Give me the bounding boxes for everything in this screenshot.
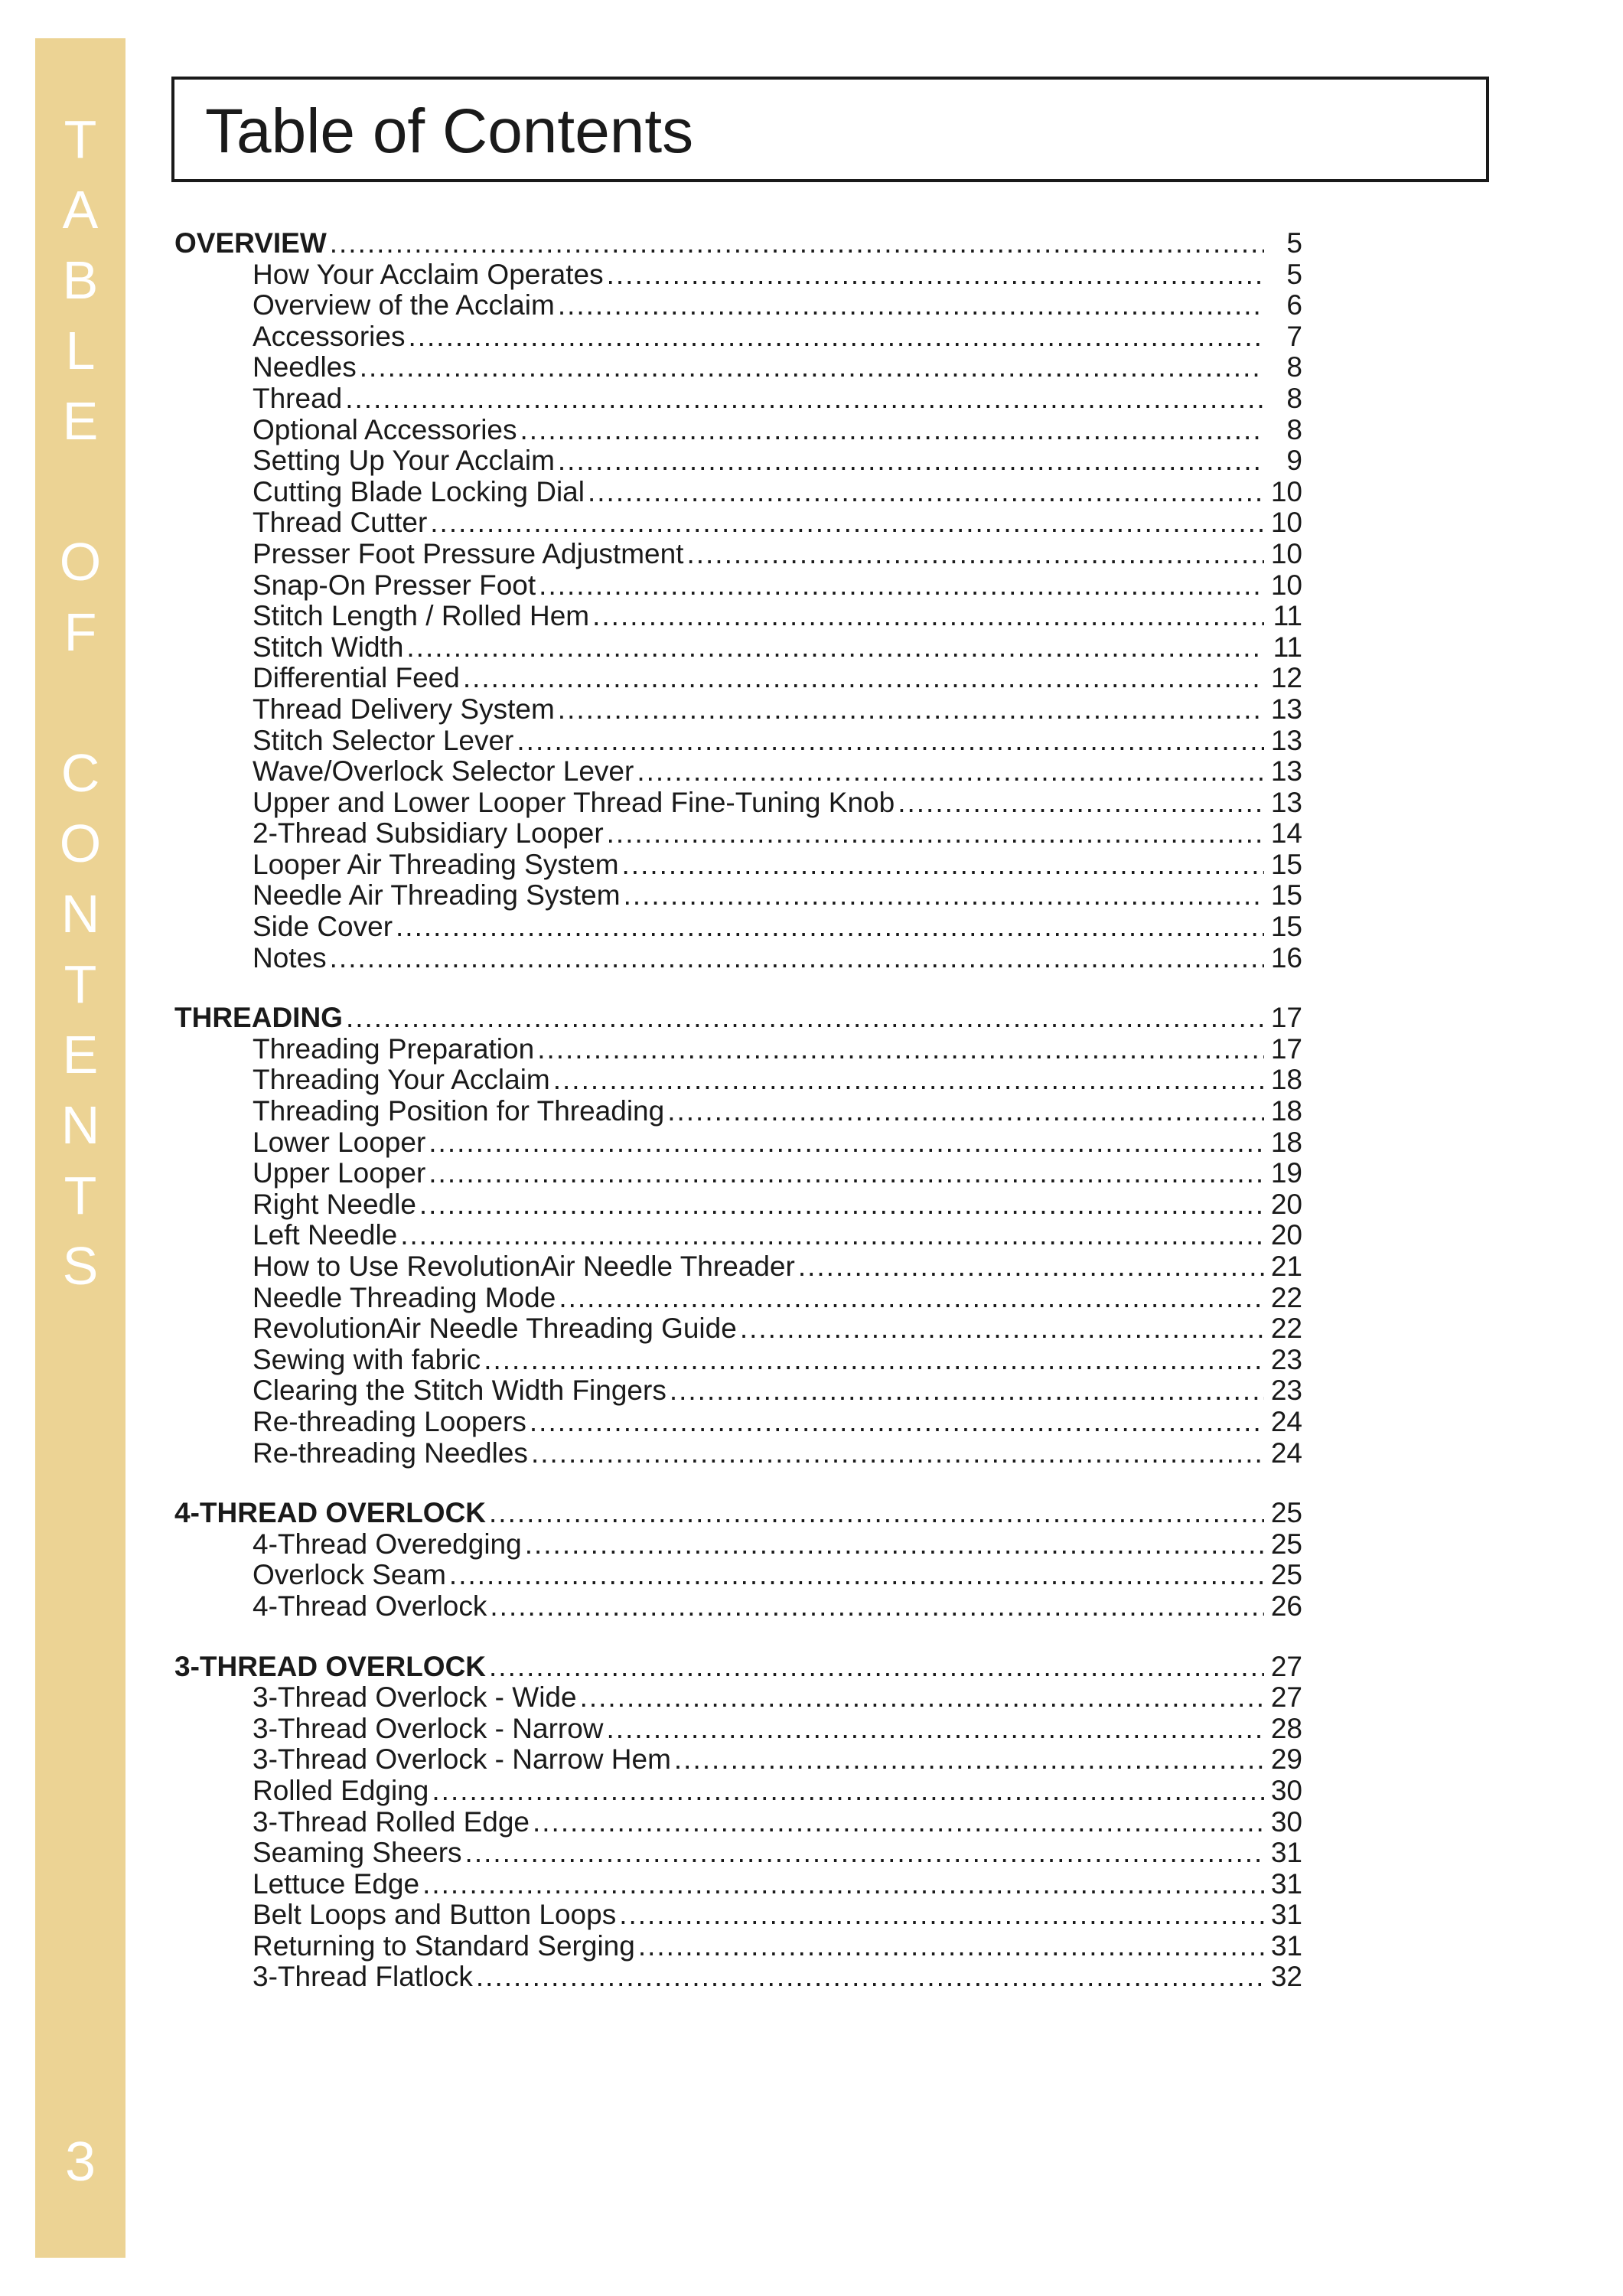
page-number-ref: 31 [1270,1868,1302,1900]
side-tab-letter: C [60,743,100,803]
dot-leader [449,1560,1264,1591]
page-number-ref: 8 [1286,383,1302,414]
dot-leader [400,1220,1264,1251]
toc-section [174,1652,1302,1994]
page-number-ref: 24 [1270,1437,1302,1469]
dot-leader [638,1931,1264,1962]
page-number-ref: 26 [1270,1590,1302,1622]
entry-title: Wave/Overlock Selector Lever [253,756,634,788]
page-number-ref: 17 [1270,1003,1302,1034]
toc-entry[interactable] [174,1283,1302,1314]
dot-leader [520,415,1264,446]
entry-title: Thread Cutter [253,507,428,539]
page-number-ref: 31 [1270,1838,1302,1869]
entry-title: Upper Looper [253,1158,426,1189]
dot-leader [330,228,1264,259]
dot-leader [360,352,1264,383]
entry-title: How Your Acclaim Operates [253,259,604,290]
entry-title: Right Needle [253,1189,416,1220]
page-number-ref: 30 [1270,1775,1302,1806]
toc-entry[interactable] [174,880,1302,912]
entry-title: 3-Thread Rolled Edge [253,1806,530,1838]
entry-title: Cutting Blade Locking Dial [253,476,585,507]
page-number-ref: 12 [1270,663,1302,694]
page-number-ref: 20 [1270,1189,1302,1220]
side-tab-spacer [35,667,125,738]
page-number-ref: 21 [1270,1251,1302,1282]
dot-leader [422,1869,1264,1900]
dot-leader [525,1529,1264,1561]
dot-leader [429,1127,1264,1159]
toc-entry[interactable] [174,818,1302,850]
toc-entry[interactable] [174,1838,1302,1869]
section-title: 4-THREAD OVERLOCK [174,1498,487,1529]
toc-entry[interactable] [174,1807,1302,1838]
page-number-ref: 11 [1273,631,1302,663]
toc-entry[interactable] [174,694,1302,726]
dot-leader [539,570,1264,602]
dot-leader [530,1407,1264,1438]
toc-entry[interactable] [174,1313,1302,1345]
dot-leader [517,726,1264,757]
page-number-ref: 5 [1286,259,1302,290]
page-number-ref: 25 [1270,1560,1302,1591]
page-number-ref: 28 [1270,1713,1302,1744]
page-number-ref: 25 [1270,1528,1302,1560]
toc-entry[interactable] [174,1375,1302,1407]
toc-entry[interactable] [174,912,1302,943]
entry-title: Left Needle [253,1220,398,1251]
page-number-ref: 13 [1270,725,1302,756]
dot-leader [489,1498,1264,1529]
page-number-ref: 7 [1286,321,1302,352]
entry-title: Overlock Seam [253,1560,446,1591]
entry-title: Needle Threading Mode [253,1282,556,1313]
page-number-ref: 31 [1270,1900,1302,1931]
page-number-ref: 25 [1270,1498,1302,1529]
side-tab-letter: L [65,321,96,380]
entry-title: Stitch Selector Lever [253,725,514,756]
dot-leader [533,1807,1264,1838]
entry-title: Looper Air Threading System [253,849,619,880]
page-number-ref: 14 [1270,818,1302,850]
toc-entry[interactable] [174,1220,1302,1251]
dot-leader [580,1682,1264,1714]
toc-entry[interactable] [174,352,1302,383]
entry-title: 4-Thread Overedging [253,1528,522,1560]
side-tab-letter: F [64,602,97,662]
page-number-ref: 23 [1270,1344,1302,1375]
dot-leader [607,818,1264,850]
page-number-ref: 20 [1270,1220,1302,1251]
entry-title: Clearing the Stitch Width Fingers [253,1375,666,1407]
side-tab-letter: N [60,884,100,944]
dot-leader [330,943,1264,974]
dot-leader [607,1714,1264,1745]
title-box [171,77,1489,182]
dot-leader [667,1096,1264,1127]
page-number-ref: 10 [1270,569,1302,601]
toc-entry[interactable] [174,601,1302,632]
dot-leader [637,756,1264,788]
dot-leader [476,1962,1264,1993]
toc-entry[interactable] [174,1407,1302,1438]
entry-title: Accessories [253,321,406,352]
side-tab-letter: E [62,391,99,451]
toc-entry[interactable] [174,1251,1302,1283]
dot-leader [408,321,1264,353]
side-tab-spacer [35,456,125,527]
entry-title: 3-Thread Overlock - Narrow Hem [253,1744,671,1776]
dot-leader [465,1838,1264,1869]
entry-title: Returning to Standard Serging [253,1930,635,1962]
page-number-ref: 22 [1270,1282,1302,1313]
page-number-ref: 24 [1270,1406,1302,1437]
toc-section-heading[interactable] [174,228,1302,259]
page-number-ref: 15 [1270,849,1302,880]
dot-leader [622,850,1264,881]
page-title: Table of Contents [205,96,694,166]
entry-title: Differential Feed [253,663,460,694]
toc-entry[interactable] [174,1127,1302,1159]
dot-leader [346,1003,1264,1034]
entry-title: Notes [253,942,327,974]
entry-title: Thread Delivery System [253,693,555,725]
toc-entry[interactable] [174,788,1302,819]
dot-leader [537,1034,1264,1065]
toc-entry[interactable] [174,477,1302,508]
dot-leader [406,632,1264,664]
page-number: 3 [64,2131,96,2193]
toc-entry[interactable] [174,1900,1302,1931]
entry-title: Snap-On Presser Foot [253,569,536,601]
entry-title: Setting Up Your Acclaim [253,445,555,477]
dot-leader [430,507,1264,539]
entry-title: Thread [253,383,343,414]
page-number-ref: 8 [1286,414,1302,445]
entry-title: Re-threading Needles [253,1437,528,1469]
toc-entry[interactable] [174,1776,1302,1807]
dot-leader [607,259,1264,291]
entry-title: 3-Thread Flatlock [253,1962,473,1993]
dot-leader [798,1251,1264,1283]
toc-entry[interactable] [174,1529,1302,1561]
entry-title: Stitch Width [253,631,404,663]
entry-title: Needles [253,352,357,383]
page-number-ref: 5 [1286,228,1302,259]
dot-leader [670,1375,1264,1407]
entry-title: Needle Air Threading System [253,880,621,912]
side-tab-letter: T [64,1166,97,1225]
side-tab-letter: O [59,814,102,873]
entry-title: 2-Thread Subsidiary Looper [253,818,604,850]
entry-title: How to Use RevolutionAir Needle Threader [253,1251,795,1282]
side-tab-letter: O [59,532,102,592]
toc-section-heading[interactable] [174,1652,1302,1683]
toc-entry[interactable] [174,850,1302,881]
toc-entry[interactable] [174,383,1302,415]
toc-entry[interactable] [174,1962,1302,1993]
toc-entry[interactable] [174,756,1302,788]
entry-title: Lower Looper [253,1127,426,1158]
page-number-ref: 18 [1270,1065,1302,1096]
page-number-ref: 10 [1270,507,1302,539]
entry-title: Belt Loops and Button Loops [253,1900,617,1931]
dot-leader [553,1065,1264,1096]
page-number-ref: 16 [1270,942,1302,974]
page-number-ref: 29 [1270,1744,1302,1776]
entry-title: Re-threading Loopers [253,1406,526,1437]
entry-title: 3-Thread Overlock - Wide [253,1682,577,1714]
toc-entry[interactable] [174,259,1302,291]
page-number-ref: 13 [1270,693,1302,725]
toc-entry[interactable] [174,1682,1302,1714]
entry-title: Presser Foot Pressure Adjustment [253,538,684,569]
entry-title: 4-Thread Overlock [253,1590,487,1622]
side-tab-letter: S [62,1236,99,1296]
side-tab-letter: T [64,954,97,1014]
page-number-ref: 27 [1270,1651,1302,1682]
dot-leader [624,880,1264,912]
page-number-ref: 6 [1286,290,1302,321]
toc-entry[interactable] [174,1065,1302,1096]
toc-entry[interactable] [174,1034,1302,1065]
toc-entry[interactable] [174,415,1302,446]
section-title: THREADING [174,1003,343,1034]
page-number-ref: 27 [1270,1682,1302,1714]
page-number-ref: 13 [1270,787,1302,818]
toc-entry[interactable] [174,507,1302,539]
page-number-ref: 18 [1270,1096,1302,1127]
page-number-ref: 10 [1270,538,1302,569]
dot-leader [686,539,1264,570]
dot-leader [396,912,1264,943]
toc-entry[interactable] [174,726,1302,757]
toc-section [174,1498,1302,1622]
page-number-ref: 18 [1270,1127,1302,1158]
page-number-ref: 15 [1270,880,1302,912]
toc-entry[interactable] [174,943,1302,974]
entry-title: Overview of the Acclaim [253,290,555,321]
page-number-ref: 17 [1270,1033,1302,1065]
entry-title: Rolled Edging [253,1775,429,1806]
section-title: 3-THREAD OVERLOCK [174,1651,487,1682]
toc-entry[interactable] [174,663,1302,694]
entry-title: Upper and Lower Looper Thread Fine-Tuning Knob [253,787,895,818]
dot-leader [592,601,1264,632]
section-title: OVERVIEW [174,228,327,259]
side-tab-letter: A [62,180,99,240]
dot-leader [490,1591,1264,1623]
toc-entry[interactable] [174,539,1302,570]
page-number-ref: 9 [1286,445,1302,477]
dot-leader [432,1776,1264,1807]
page-number-ref: 19 [1270,1158,1302,1189]
toc-entry[interactable] [174,290,1302,321]
toc-section-heading[interactable] [174,1498,1302,1529]
dot-leader [489,1652,1264,1683]
entry-title: Stitch Length / Rolled Hem [253,601,590,632]
page-number-ref: 8 [1286,352,1302,383]
dot-leader [588,477,1264,508]
entry-title: Threading Preparation [253,1033,535,1065]
entry-title: Optional Accessories [253,414,517,445]
dot-leader [559,1283,1264,1314]
toc-entry[interactable] [174,1869,1302,1900]
page-number-ref: 15 [1270,912,1302,943]
page-number-ref: 31 [1270,1930,1302,1962]
toc-entry[interactable] [174,1096,1302,1127]
side-tab-letter: B [62,250,99,310]
side-tab-letter: N [60,1095,100,1155]
toc-entry[interactable] [174,445,1302,477]
toc-entry[interactable] [174,1744,1302,1776]
page-number-ref: 13 [1270,756,1302,788]
table-of-contents [174,228,1302,2022]
dot-leader [898,788,1264,819]
toc-entry[interactable] [174,1931,1302,1962]
entry-title: Threading Your Acclaim [253,1065,550,1096]
toc-entry[interactable] [174,1714,1302,1745]
page-number-ref: 22 [1270,1313,1302,1345]
entry-title: Lettuce Edge [253,1868,420,1900]
toc-entry[interactable] [174,1158,1302,1189]
dot-leader [674,1744,1264,1776]
toc-entry[interactable] [174,632,1302,664]
dot-leader [429,1158,1264,1189]
side-tab [35,38,125,2258]
toc-entry[interactable] [174,1591,1302,1623]
page-number-ref: 11 [1273,601,1302,632]
dot-leader [740,1313,1264,1345]
page-number-ref: 23 [1270,1375,1302,1407]
side-tab-letter: T [64,109,97,169]
toc-section-heading[interactable] [174,1003,1302,1034]
dot-leader [531,1438,1264,1469]
toc-section [174,228,1302,974]
page-number-ref: 30 [1270,1806,1302,1838]
toc-entry[interactable] [174,1560,1302,1591]
entry-title: RevolutionAir Needle Threading Guide [253,1313,737,1345]
page-number-ref: 10 [1270,476,1302,507]
entry-title: Side Cover [253,912,393,943]
entry-title: 3-Thread Overlock - Narrow [253,1713,604,1744]
dot-leader [619,1900,1264,1931]
dot-leader [345,383,1264,415]
entry-title: Seaming Sheers [253,1838,462,1869]
dot-leader [463,663,1264,694]
side-tab-letter: E [62,1025,99,1084]
toc-entry[interactable] [174,570,1302,602]
entry-title: Threading Position for Threading [253,1096,665,1127]
entry-title: Sewing with fabric [253,1344,481,1375]
dot-leader [558,290,1264,321]
toc-section [174,1003,1302,1469]
dot-leader [419,1189,1264,1221]
side-tab-vertical-title [35,104,125,1301]
dot-leader [484,1345,1264,1376]
toc-entry[interactable] [174,321,1302,353]
dot-leader [558,445,1264,477]
toc-entry[interactable] [174,1345,1302,1376]
toc-entry[interactable] [174,1438,1302,1469]
page-number-ref: 32 [1270,1962,1302,1993]
toc-entry[interactable] [174,1189,1302,1221]
dot-leader [558,694,1264,726]
